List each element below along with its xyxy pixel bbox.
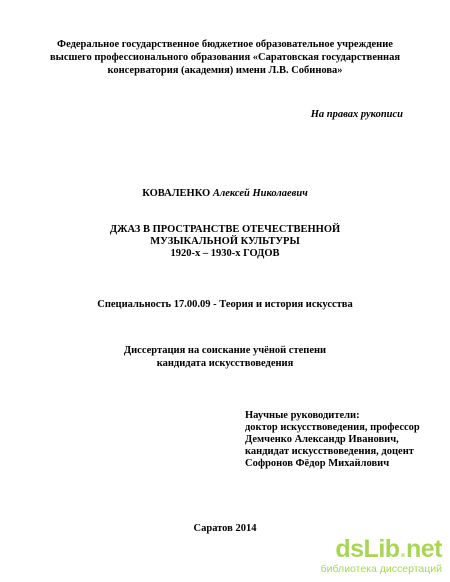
author-given-names: Алексей Николаевич [212,188,308,199]
specialty: Специальность 17.00.09 - Теория и история искусства [97,299,353,310]
logo-tld: net [406,535,442,563]
degree-line-1: Диссертация на соискание учёной степени [123,345,327,356]
title-line-2: МУЗЫКАЛЬНОЙ КУЛЬТУРЫ [150,236,300,247]
logo-dot: . [399,535,406,563]
supervisor-line-1: доктор искусствоведения, профессор [245,422,420,433]
author-name [0,187,450,200]
title-line-3: 1920-х – 1930-х ГОДОВ [170,248,280,259]
degree-line-2: кандидата искусствоведения [156,358,294,369]
supervisor-line-3: кандидат искусствоведения, доцент [245,446,414,457]
manuscript-note: На правах рукописи [310,109,403,120]
supervisors-heading: Научные руководители: [245,410,360,421]
city-year: Саратов 2014 [193,523,257,534]
institution-line-1: Федеральное государственное бюджетное образовательное учреждение [57,39,393,50]
dslib-watermark [320,535,442,576]
title-line-1: ДЖАЗ В ПРОСТРАНСТВЕ ОТЕЧЕСТВЕННОЙ [109,224,341,235]
logo-main: dsLib [335,535,400,563]
dslib-logo [335,536,442,562]
dslib-subtitle: библиотека диссертаций [320,563,442,575]
author-surname: КОВАЛЕНКО [142,188,211,199]
institution-line-3: консерватория (академия) имени Л.В. Собинова» [107,65,343,76]
supervisor-line-4: Софронов Фёдор Михайлович [245,458,390,469]
supervisor-line-2: Демченко Александр Иванович, [245,434,399,445]
institution-line-2: высшего профессионального образования «Саратовская государственная [49,52,401,63]
